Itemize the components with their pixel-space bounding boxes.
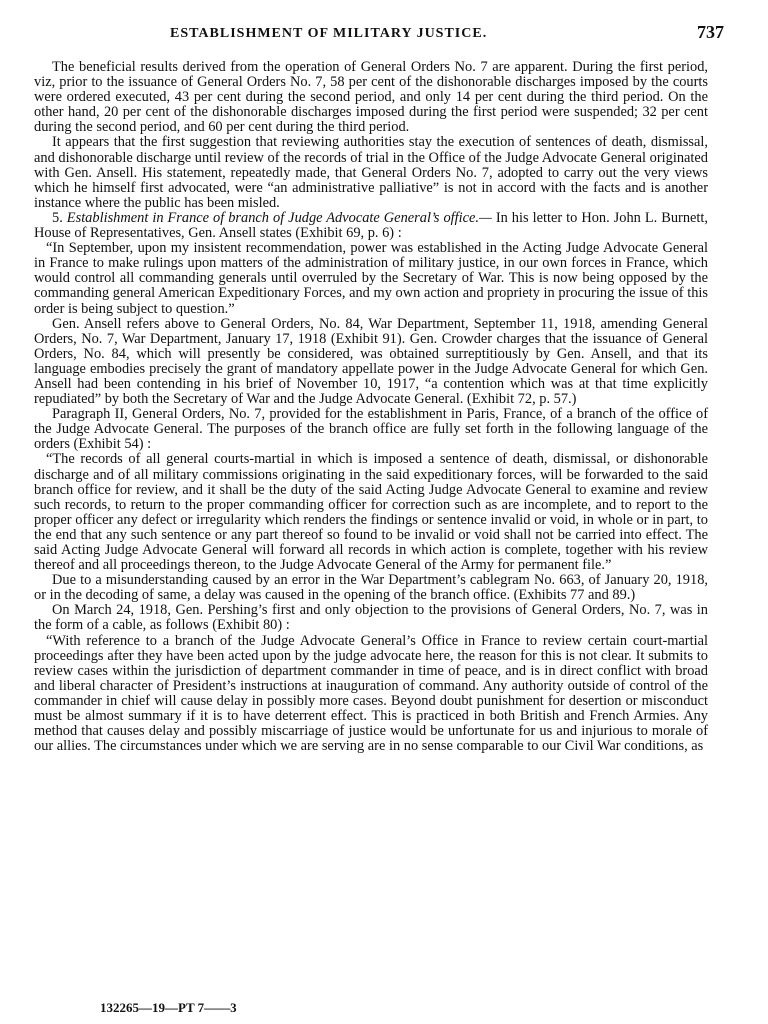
quote-ansell-letter: “In September, upon my insistent recommendation, power was established in the Acting Judge Advocate General in France to make rulings upon matters of the administration of military justice, in our own forces in France, which would control all commanding generals until overruled by the Secretary of War. This is now being opposed by the commanding general American Expeditionary Forces, and my own action and propriety in procuring the issue of this order is being subject to question.”	[34, 240, 708, 317]
paragraph-pershing-objection: On March 24, 1918, Gen. Pershing’s first and only objection to the provisions of General Orders, No. 7, was in the form of a cable, as follows (Exhibit 80) :	[34, 602, 708, 634]
paragraph-general-orders-84: Gen. Ansell refers above to General Orders, No. 84, War Department, September 11, 1918, amending General Orders, No. 7, War Department, January 17, 1918 (Exhibit 91). Gen. Crowder charges that the issuance of General Orders, No. 84, which will presently be considered, was obtained surreptitiously by Gen. Ansell, and that its language embodies precisely the grant of mandatory appellate power in the Judge Advocate General for which Gen. Ansell had been contending in his brief of November 10, 1917, “a contention which was at that time explicitly repudiated” by both the Secretary of War and the Judge Advocate General. (Exhibit 72, p. 57.)	[34, 315, 708, 408]
section-intro: In his letter to Hon. John L. Burnett, House of Representatives, Gen. Ansell states (Exhibit 69, p. 6) :	[34, 209, 708, 242]
section-5-paragraph	[34, 211, 708, 241]
page-header	[40, 22, 724, 46]
printer-signature-line: 132265—19—PT 7——3	[100, 1000, 237, 1015]
section-number: 5.	[52, 209, 63, 226]
paragraph-beneficial-results: The beneficial results derived from the operation of General Orders No. 7 are apparent. During the first period, viz, prior to the issuance of General Orders No. 7, 58 per cent of the dishonorable discharges imposed by the courts were ordered executed, 43 per cent during the second period, and only 14 per cent during the third period. On the other hand, 20 per cent of the dishonorable discharges imposed during the first period were suspended; 32 per cent during the second period, and 60 per cent during the third period.	[34, 59, 708, 136]
paragraph-first-suggestion: It appears that the first suggestion that reviewing authorities stay the execution of sentences of death, dismissal, and dishonorable discharge until review of the records of trial in the Office of the Judge Advocate General originated with Gen. Ansell. His statement, repeatedly made, that General Orders No. 7, adopted to carry out the very views which he himself first advocated, were “an administrative palliative” is not in accord with the facts and is another instance where the public has been misled.	[34, 134, 708, 211]
body-text	[34, 60, 708, 754]
quote-general-orders-7: “The records of all general courts-martial in which is imposed a sentence of death, dismissal, or dishonorable discharge and of all military commissions originating in the said expeditionary forces, will be forwarded to the said branch office for review, and it shall be the duty of the said Acting Judge Advocate General to examine and review such records, to return to the proper commanding officer for correction such as are incomplete, and to report to the proper officer any defect or irregularity which renders the findings or sentence invalid or void, in whole or in part, to the end that any such sentence or any part thereof so found to be invalid or void shall not be carried into effect. The said Acting Judge Advocate General will forward all records in which action is complete, together with his review thereof and all proceedings thereon, to the Judge Advocate General of the Army for permanent file.”	[34, 451, 708, 574]
page-number: 737	[697, 22, 724, 42]
paragraph-ii-branch-office: Paragraph II, General Orders, No. 7, provided for the establishment in Paris, France, of a branch of the office of the Judge Advocate General. The purposes of the branch office are fully set forth in the following language of the orders (Exhibit 54) :	[34, 406, 708, 453]
quote-pershing-cable: “With reference to a branch of the Judge Advocate General’s Office in France to review certain court-martial proceedings after they have been acted upon by the judge advocate here, the reason for this is not clear. It submits to review cases within the jurisdiction of department commander in time of peace, and is in direct conflict with broad and liberal character of President’s instructions at inauguration of command. Any authority outside of control of the commander in chief will cause delay in possibly more cases. Beyond doubt punishment for desertion or misconduct must be almost summary if it is to have deterrent effect. This is practiced in both British and French Armies. Any method that causes delay and possibly miscarriage of justice would be unfortunate for us and injurious to morale of our allies. The circumstances under which we are serving are in no sense comparable to our Civil War conditions, as	[34, 632, 708, 755]
paragraph-cablegram-delay: Due to a misunderstanding caused by an error in the War Department’s cablegram No. 663, of January 20, 1918, or in the decoding of same, a delay was caused in the opening of the branch office. (Exhibits 77 and 89.)	[34, 572, 708, 604]
section-heading: Establishment in France of branch of Judge Advocate General’s office.—	[66, 209, 492, 226]
running-title: ESTABLISHMENT OF MILITARY JUSTICE.	[170, 26, 488, 41]
